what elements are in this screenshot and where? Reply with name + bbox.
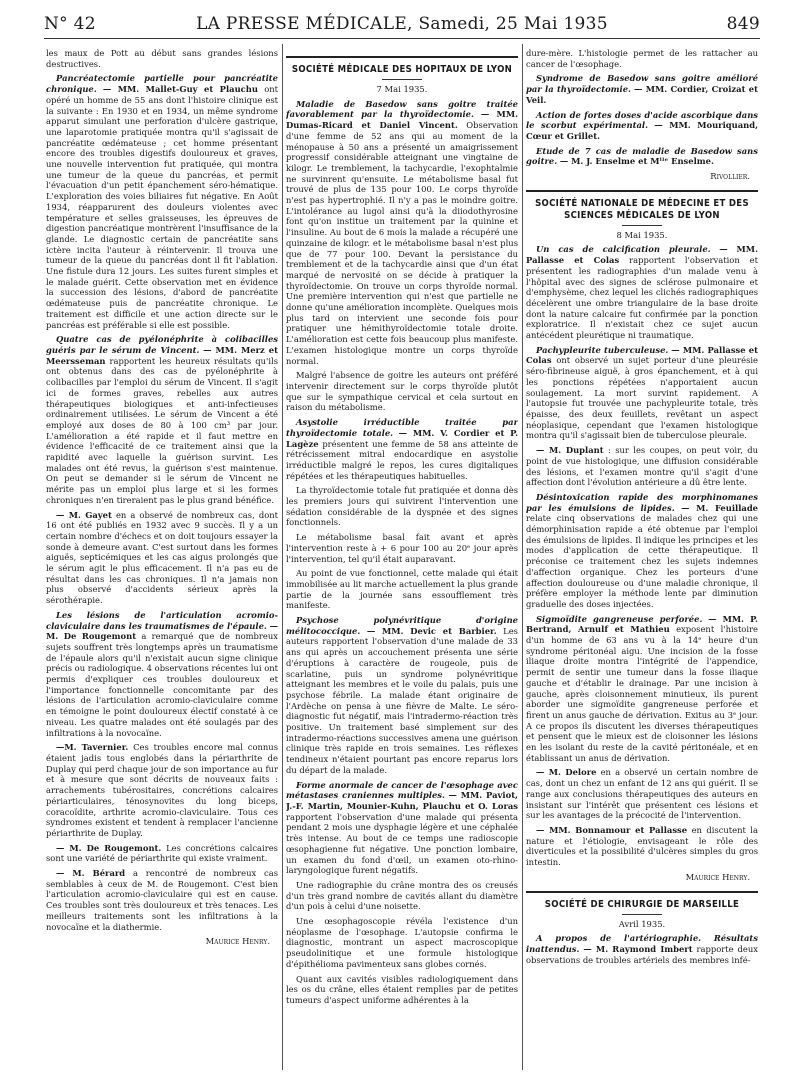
paragraph-text: en a observé un certain nombre de cas, dont un chez un enfant de 12 ans qui guérit. Il se range aux conclusions thérapeutiques des auteurs en insistant sur l'intérêt que présentent ces lésions et sur les avantages de la précocité de l'intervention. (526, 767, 758, 821)
column-1 (46, 48, 278, 1070)
paragraph-text: Les concrétions calcaires sont une variété de périarthrite qui existe vraiment. (46, 842, 278, 864)
section-heading: SOCIÉTÉ MÉDICALE DES HOPITAUX DE LYON (291, 64, 513, 75)
communication-title: Forme anormale de cancer de l'œsophage avec métastases craniennes multiples. (286, 779, 518, 801)
paragraph-text: : sur les coupes, on peut voir, du point de vue histologique, une diffusion considérable des lésions, et l'examen montre qu'il s'agit d'une affection dont l'évolution antérieure a dû être lente. (526, 445, 758, 488)
paragraph-text: Les auteurs rapportent l'observation d'une malade de 33 ans qui après un accouchement présenta une série d'éruptions à caractère de rougeole, puis de scarlatine, puis un syndrome polynévritique atteignant les membres et le voile du palais, puis une psychose fébrile. La malade étant originaire de l'Ardèche on pensa à une fièvre de Malte. Le séro-diagnostic fut négatif, mais l'intradermo-réaction très positive. Un traitement basé simplement sur des intradermo-réactions successives amena une guérison clinique très rapide en trois semaines. Les réflexes tendineux n'étaient pourtant pas encore reparus lors du départ de la malade. (286, 625, 518, 775)
authors: — MM. V. Cordier et P. Lagèze (286, 427, 518, 449)
paragraph (526, 767, 758, 821)
authors: — MM. P. Bertrand, Arnulf et Mathieu (526, 613, 758, 635)
authors: — MM. Pallasse et Colas (526, 344, 758, 366)
authors: — M. Gayet (56, 509, 112, 520)
signature: Maurice Henry. (685, 871, 750, 882)
authors: — M. Raymond Imbert (583, 943, 693, 954)
section-rule (286, 56, 518, 58)
section-heading: SOCIÉTÉ DE CHIRURGIE DE MARSEILLE (544, 898, 740, 910)
paragraph (46, 742, 278, 838)
paragraph (286, 99, 518, 367)
communication-title: Pachypleurite tuberculeuse. (536, 344, 669, 355)
paragraph-text: a remarqué que de nombreux sujets souffrent très longtemps après un traumatisme de l'épaule alors qu'il n'existait aucun signe clinique précis ou radiologique. 4 observations récentes lui ont permis d'expliquer ces troubles douloureux et l'importance fonctionnelle concomitante par des lésions de l'articulation acromio-claviculaire comme en témoigne le point douloureux électif constaté à ce niveau. Les quatre malades ont été soulagés par des infiltrations à la novocaïne. (46, 631, 278, 738)
section-rule (526, 190, 758, 192)
paragraph (526, 244, 758, 340)
paragraph (286, 417, 518, 481)
paragraph-text: rapporte deux observations de troubles artériels des membres infé- (526, 943, 758, 965)
paragraph: Le métabolisme basal fait avant et après l'intervention reste à + 6 pour 100 au 20ᵉ jour après l'intervention, tel qu'il était auparavant. (286, 532, 518, 564)
paragraph (286, 615, 518, 776)
paragraph-text: exposent l'histoire d'un homme de 63 ans vu à la 14ᵉ heure d'un syndrome péritonéal aigu. Une incision de la fosse iliaque droite montra l'intégrité de l'appendice, permit de sentir une tumeur dans la fosse iliaque gauche et d'établir le drainage. Par une incision à gauche, après cloisonnement minutieux, ils purent aborder une sigmoïdite gangreneuse perforée et firent un anus gauche de dérivation. Exitus au 3ᵉ jour. A ce propos ils discutent les diverses thérapeutiques et pensent que le mieux est de cloisonner les lésions en les isolant du reste de la cavité péritonéale, et en établissant un anus de dérivation. (526, 624, 758, 763)
paragraph (46, 868, 278, 932)
communication-title: A propos de l'artériographie. Résultats inattendus. (526, 933, 758, 954)
paragraph (526, 825, 758, 868)
communication-title: Psychose polynévritique d'origine mélitococcique. (286, 615, 518, 636)
paragraph (526, 110, 758, 142)
journal-title: LA PRESSE MÉDICALE, Samedi, 25 Mai 1935 (196, 14, 608, 34)
authors: — MM. Mouriquand, Cœur et Grillet. (526, 120, 758, 141)
paragraph (46, 73, 278, 330)
communication-title: Maladie de Basedow sans goitre traitée favorablement par la thyroïdectomie. (286, 98, 518, 120)
signature: Rivollier. (710, 171, 750, 182)
column-divider-1 (282, 44, 283, 1070)
authors: —M. Tavernier. (56, 742, 129, 753)
authors: — MM. Mallet-Guy et Plauchu (102, 84, 258, 95)
heading-rule (382, 79, 422, 80)
paragraph (46, 334, 278, 505)
column-divider-2 (522, 44, 523, 1070)
issue-number: N° 42 (44, 14, 96, 34)
running-header (44, 14, 760, 36)
communication-title: Un cas de calcification pleurale. (536, 244, 711, 255)
paragraph: Une radiographie du crâne montra des os creusés d'un très grand nombre de cavités allant du diamètre d'un pois à celui d'une noisette. (286, 879, 518, 912)
heading-rule (622, 225, 662, 226)
paragraph: Quant aux cavités visibles radiologiquement dans les os du crâne, elles étaient remplies par de petites tumeurs d'aspect uniforme adhérentes à la (286, 973, 518, 1005)
paragraph (286, 780, 518, 876)
authors: — M. Duplant (536, 445, 604, 456)
communication-title: Sigmoïdite gangreneuse perforée. (536, 613, 703, 624)
paragraph-text: relate cinq observations de malades chez qui une démorphinisation rapide a été obtenue par l'emploi des émulsions de lipides. Il indique les principes et les modes d'application de cette thérapeutique. Il préconise ce traitement chez les sujets indemnes d'affection organique. Chez les porteurs d'une affection douloureuse ou d'une maladie chronique, il préfère employer la méthode lente par diminution graduelle des doses injectées. (526, 513, 758, 609)
communication-title: Syndrome de Basedow sans goitre amélioré par la thyroïdectomie. (526, 73, 758, 95)
paragraph: Au point de vue fonctionnel, cette malade qui était immobilisée au lit marche actuellement la plus grande partie de la journée sans essoufflement très manifeste. (286, 568, 518, 611)
paragraph-text: a rencontré de nombreux cas semblables à ceux de M. de Rougemont. C'est bien l'articulation acromio-claviculaire qui est en cause. Ces troubles sont très douloureux et très tenaces. Les meilleurs traitements sont les infiltrations à la novocaïne et la diathermie. (46, 868, 278, 932)
header-rule (44, 38, 760, 39)
session-date: 8 Mai 1935. (616, 229, 668, 240)
signature: Maurice Henry. (205, 936, 270, 947)
paragraph-text: rapportent les heureux résultats qu'ils ont obtenus dans des cas de pyélonéphrite à colibacilles par l'emploi du sérum de Vincent. Il s'agit ici de formes graves, rebelles aux autres thérapeutiques biologiques et anti-infectieuses ordinairement utilisées. Le sérum de Vincent a été employé aux doses de 80 à 100 cm³ par jour. L'amélioration a été rapide et il faut mettre en évidence l'efficacité de ce traitement ainsi que la rapidité avec laquelle la guérison survint. Les malades ont été revus, la guérison s'est maintenue. On peut se demander si le sérum de Vincent ne mérite pas un emploi plus large et si les formes chroniques n'en tireraient pas le plus grand bénéfice. (46, 355, 278, 505)
authors: — M. Delore (536, 767, 597, 778)
paragraph-text: en discutent la nature et l'étiologie, envisageant le rôle des diverticules et la possibilité d'ulcères simples du gros intestin. (526, 825, 758, 868)
paragraph (46, 843, 278, 864)
authors: — M. Feuillade (681, 502, 758, 513)
paragraph (46, 510, 278, 606)
paragraph (526, 445, 758, 488)
communication-title: Pancréatectomie partielle pour pancréatite chronique. (46, 73, 278, 95)
session-date: 7 Mai 1935. (376, 84, 428, 94)
paragraph (526, 492, 758, 610)
column-2 (286, 48, 518, 1070)
section-rule (526, 891, 758, 893)
column-3 (526, 48, 758, 1070)
paragraph-text: rapportent l'observation et présentent les radiographies d'un malade venu à l'hôpital avec des signes de sclérose pulmonaire et d'emphysème, chez lequel les clichés radiographiques décelèrent une ombre triangulaire de la base droite dont la nature calcaire fut confirmée par la ponction exploratrice. Il n'existait chez ce sujet aucun antécédent pleurétique ni traumatique. (526, 255, 758, 341)
paragraph (526, 345, 758, 441)
paragraph (46, 610, 278, 738)
paragraph (526, 146, 758, 167)
paragraph: La thyroïdectomie totale fut pratiquée et donna dès les premiers jours qui suivirent l'intervention une sédation considérable de la dyspnée et des signes fonctionnels. (286, 485, 518, 528)
paragraph-text: ont opéré un homme de 55 ans dont l'histoire clinique est la suivante : En 1930 et en 1934, un même syndrome apparut simulant une perforation d'ulcère gastrique, une laparotomie pratiquée montra qu'il s'agissait de pancréatite œdémateuse ; cet homme présentant encore des troubles digestifs douloureux et graves, une nouvelle intervention fut pratiquée, qui montra une tumeur de la queue du pancréas, et permit l'évacuation d'un petit épanchement séro-hématique. L'exploration des voies biliaires fut négative. En Août 1934, réapparurent des douleurs violentes avec température et selles graisseuses, les épreuves de digestion pancréatique montrèrent l'insuffisance de la glande. Le diagnostic certain de pancréatite sans ictère incita l'auteur à réintervenir. Il trouva une tumeur de la queue du pancréas dont il fit l'ablation. Une fistule dura 12 jours. Les suites furent simples et le malade guérit. Cette observation met en évidence la succession des lésions, d'abord de pancréatite œdémateuse puis de pancréatite chronique. Le traitement est difficile et une action directe sur le pancréas est préférable si elle est possible. (46, 84, 278, 330)
authors: — MM. Pallasse et Colas (526, 244, 758, 266)
communication-title: Asystolie irréductible traitée par thyroïdectomie totale. (286, 417, 518, 438)
authors: — M. J. Enselme et Mˡˡᵉ Enselme. (559, 156, 714, 167)
communication-title: Désintoxication rapide des morphinomanes par les émulsions de lipides. (526, 491, 758, 513)
authors: — MM. Devic et Barbier. (366, 625, 497, 636)
paragraph: les maux de Pott au début sans grandes lésions destructives. (46, 48, 278, 69)
paragraph-text: ont observé un sujet porteur d'une pleurésie séro-fibrineuse aiguë, à gros épanchement, et à qui les ponctions répétées n'apportaient aucun soulagement. La mort survint rapidement. A l'autopsie fut trouvée une pachypleurite totale, très épaisse, des deux feuillets, revêtant un aspect néoplasique, cependant que l'examen histologique montra qu'il s'agissait bien de tuberculose pleurale. (526, 355, 758, 441)
paragraph-text: rapportent l'observation d'une malade qui présenta pendant 2 mois une dysphagie légère et une céphalée très intense. Au bout de ce temps une radioscopie œsophagienne fut négative. Une ponction lombaire, un examen du fond d'œil, un examen oto-rhino-laryngologique furent négatifs. (286, 811, 518, 876)
authors: — M. De Rougemont (46, 620, 278, 642)
communication-title: Etude de 7 cas de maladie de Basedow sans goitre. (526, 145, 758, 167)
heading-rule (622, 914, 662, 915)
communication-title: Quatre cas de pyélonéphrite à colibacilles guéris par le sérum de Vincent. (46, 334, 278, 355)
paragraph-text: Ces troubles encore mal connus étaient jadis tous englobés dans la périarthrite de Duplay qui perd chaque jour de son importance au fur et à mesure que sont décrits de nouveaux faits : arrachements tubérositaires, concrétions calcaires périarticulaires, ténosynovites du long biceps, coracoïdite, arthrite acromio-claviculaire. Tous ces syndromes existent et tendent à remplacer l'ancienne périarthrite de Duplay. (46, 742, 278, 838)
authors: — M. De Rougemont. (56, 842, 162, 853)
paragraph (526, 614, 758, 764)
paragraph: Une œsophagoscopie révéla l'existence d'un néoplasme de l'œsophage. L'autopsie confirma le diagnostic, montrant un aspect macroscopique pseudolinitique et une formule histologique d'épithélioma pavimenteux sans globes cornés. (286, 916, 518, 969)
authors: — MM. Dumas-Ricard et Daniel Vincent. (286, 109, 518, 131)
authors: — MM. Bonnamour et Pallasse (536, 825, 688, 835)
section-heading: SOCIÉTÉ NATIONALE DE MÉDECINE ET DES SCIENCES MÉDICALES DE LYON (535, 197, 749, 221)
paragraph: Malgré l'absence de goitre les auteurs ont préféré intervenir directement sur le corps thyroïde plutôt que sur le sympathique cervical et cela surtout en raison du métabolisme. (286, 370, 518, 413)
communication-title: Les lésions de l'articulation acromio-claviculaire dans les traumatismes de l'épaule. (46, 609, 278, 631)
authors: — MM. Merz et Meersseman (46, 344, 278, 366)
authors: — M. Bérard (56, 868, 126, 879)
page-number: 849 (726, 14, 760, 34)
paragraph (526, 933, 758, 965)
paragraph-text: présentent une femme de 58 ans atteinte de rétrécissement mitral endocardique en asystolie irréductible malgré le repos, les cures digitaliques répétées et les thérapeutiques habituelles. (286, 438, 518, 481)
authors: — MM. Cordier, Croizat et Veil. (526, 84, 758, 105)
paragraph: dure-mère. L'histologie permet de les rattacher au cancer de l'œsophage. (526, 48, 758, 69)
session-date: Avril 1935. (618, 918, 666, 929)
paragraph (526, 73, 758, 105)
paragraph-text: Observation d'une femme de 52 ans qui au moment de la ménopause à 50 ans a présenté un amaigrissement progressif considérable atteignant une vingtaine de kilogr. Le tremblement, la tachycardie, l'exophtalmie ne survinrent qu'ensuite. Le métabolisme basal fut trouvé de plus de 135 pour 100. Le corps thyroïde n'est pas hypertrophié. Il n'y a pas le moindre goitre. L'intolérance au lugol ainsi qu'à la diiodothyrosine font qu'on institue un traitement par la quinine et l'insuline. Au bout de 6 mois la malade a récupéré une quinzaine de kilogr. et le métabolisme basal n'est plus que de 77 pour 100. Devant la persistance du tremblement et de la tachycardie ainsi que d'un état marqué de nervosité on se décide à pratiquer la thyroïdectomie. On trouve un corps thyroïde normal. Une première intervention qui n'est que partielle ne donne qu'une amélioration incomplète. Quelques mois plus tard on intervient une seconde fois pour pratiquer une hémithyroïdectomie totale droite. L'amélioration est cette fois beaucoup plus manifeste. L'examen histologique montre un corps thyroïde normal. (286, 120, 518, 366)
communication-title: Action de fortes doses d'acide ascorbique dans le scorbut expérimental. (526, 109, 758, 131)
authors: — MM. Paviot, J.-F. Martin, Mounier-Kuhn, Plauchu et O. Loras (286, 790, 518, 811)
paragraph-text: en a observé de nombreux cas, dont 16 ont été publiés en 1932 avec 9 succès. Il y a un certain nombre d'échecs et on doit toujours essayer la sonde à demeure avant. C'est surtout dans les formes aiguës, septicémiques et les cas aigus prolongés que le sérum agit le plus efficacement. Il n'a pas eu de résultat dans les cas chroniques. Il n'a jamais non plus observé d'accidents sérieux après la sérothérapie. (46, 509, 278, 606)
